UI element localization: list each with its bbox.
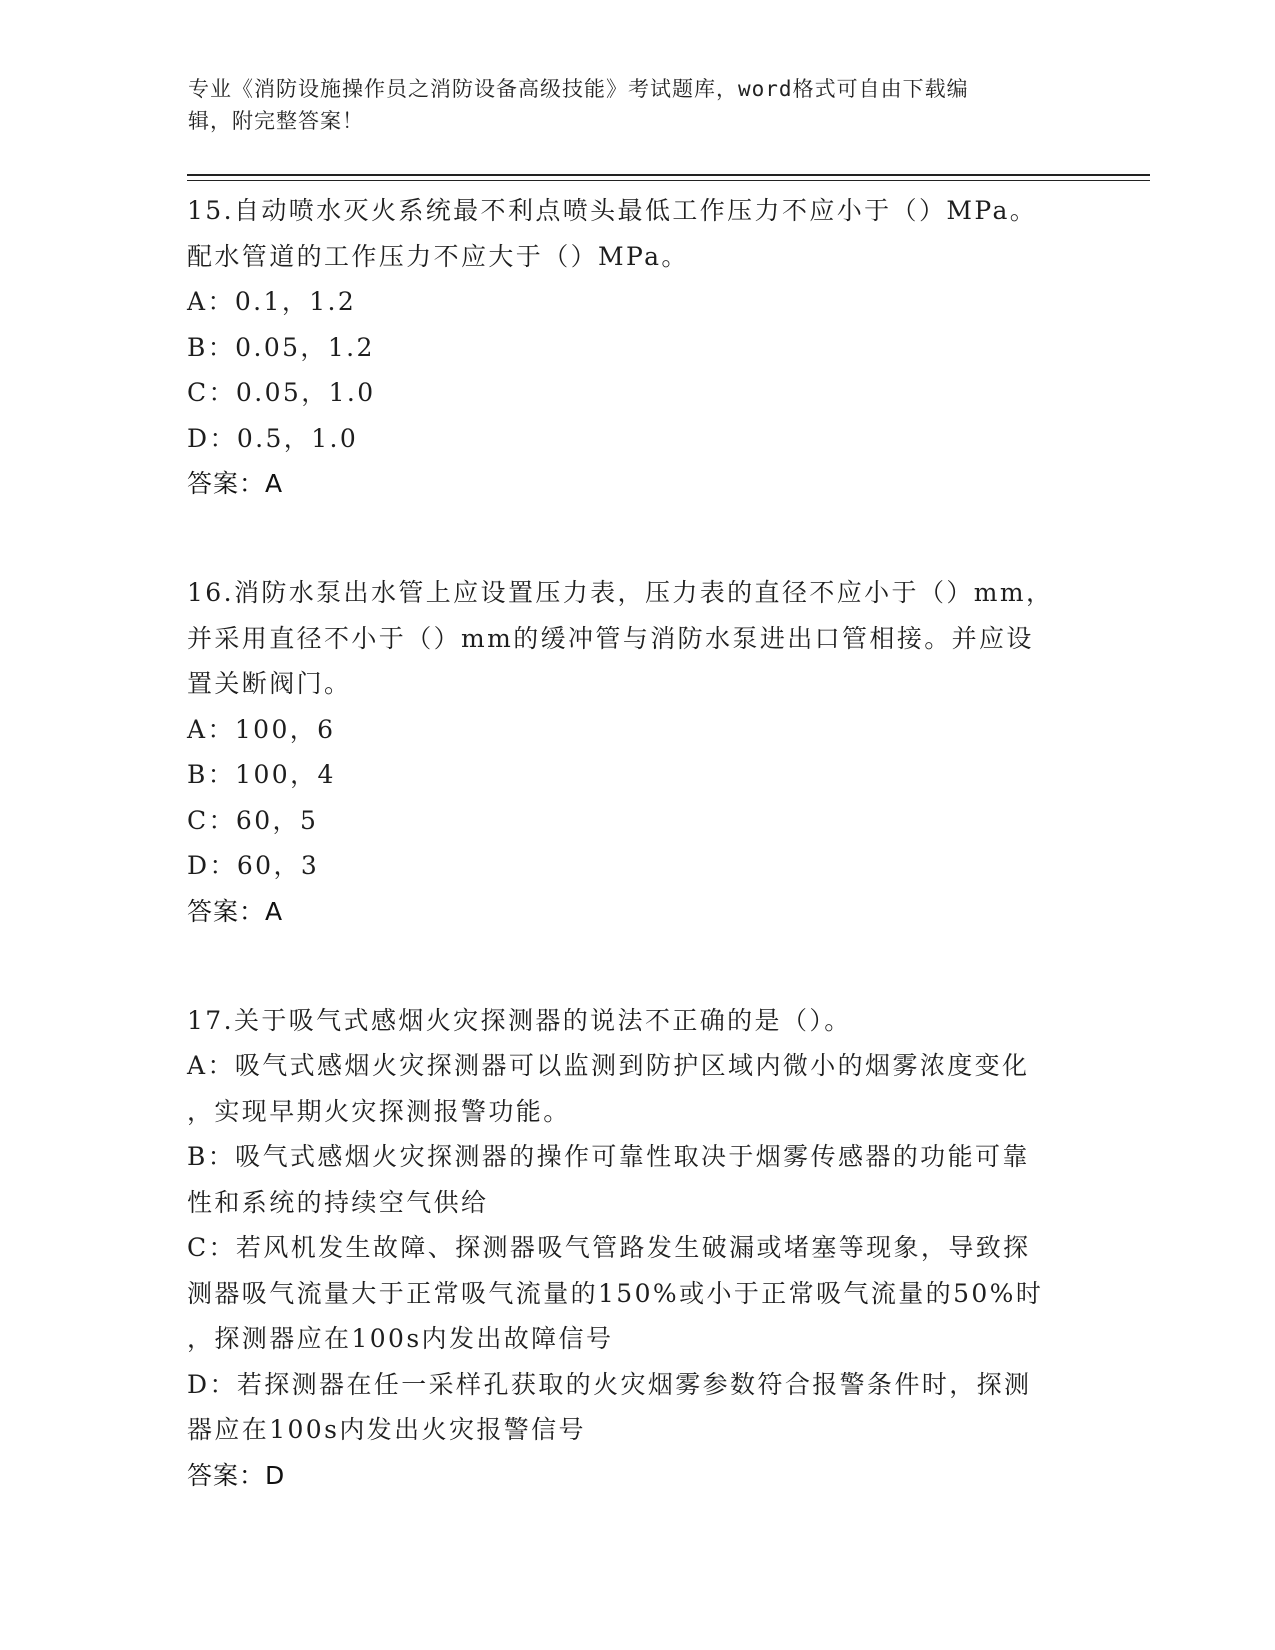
header-divider-top [187, 174, 1150, 176]
answer: 答案：D [187, 1460, 286, 1490]
option-b [187, 1134, 1087, 1225]
option-c-line: 测器吸气流量大于正常吸气流量的150%或小于正常吸气流量的50%时 [187, 1278, 1044, 1308]
header-divider-bottom [187, 180, 1150, 181]
header-line-2: 辑，附完整答案！ [188, 109, 364, 133]
answer: 答案：A [187, 469, 284, 498]
question-stem [187, 188, 1067, 279]
question-stem [187, 998, 1067, 1044]
option-d [187, 1362, 1087, 1453]
question-spacer [187, 934, 1087, 998]
option-c-line: ，探测器应在100s内发出故障信号 [187, 1324, 614, 1353]
option-a: A：100，6 [187, 714, 336, 744]
option-d-line: D：若探测器在任一采样孔获取的火灾烟雾参数符合报警条件时，探测 [187, 1369, 1032, 1399]
document-header [188, 73, 1068, 137]
stem-line: 并采用直径不小于（）mm的缓冲管与消防水泵进出口管相接。并应设 [187, 623, 1034, 653]
option-c [187, 1225, 1087, 1362]
option-d: D：0.5，1.0 [187, 423, 359, 453]
option-a-line: ，实现早期火灾探测报警功能。 [187, 1096, 571, 1126]
option-c: C：60，5 [187, 805, 319, 835]
option-b-line: 性和系统的持续空气供给 [187, 1187, 489, 1217]
option-b: B：0.05，1.2 [187, 332, 375, 362]
option-d-line: 器应在100s内发出火灾报警信号 [187, 1415, 586, 1444]
question-spacer [187, 506, 1087, 570]
option-b-line: B：吸气式感烟火灾探测器的操作可靠性取决于烟雾传感器的功能可靠 [187, 1142, 1030, 1171]
option-d: D：60，3 [187, 851, 320, 880]
stem-line: 17.关于吸气式感烟火灾探测器的说法不正确的是（）。 [187, 1005, 852, 1035]
option-a-line: A：吸气式感烟火灾探测器可以监测到防护区域内微小的烟雾浓度变化 [187, 1051, 1030, 1080]
option-c-line: C：若风机发生故障、探测器吸气管路发生破漏或堵塞等现象，导致探 [187, 1233, 1031, 1262]
question-16 [187, 570, 1087, 934]
question-15 [187, 188, 1087, 506]
option-a [187, 1043, 1087, 1134]
option-b: B：100，4 [187, 760, 336, 789]
option-c: C：0.05，1.0 [187, 378, 376, 407]
stem-line: 配水管道的工作压力不应大于（）MPa。 [187, 241, 689, 271]
stem-line: 15.自动喷水灭火系统最不利点喷头最低工作压力不应小于（）MPa。 [187, 196, 1038, 225]
question-stem [187, 570, 1067, 707]
question-list [187, 188, 1087, 1498]
stem-line: 16.消防水泵出水管上应设置压力表，压力表的直径不应小于（）mm， [187, 578, 1054, 607]
question-17 [187, 998, 1087, 1498]
stem-line: 置关断阀门。 [187, 669, 352, 698]
answer: 答案：A [187, 896, 284, 926]
option-a: A：0.1，1.2 [187, 287, 357, 316]
header-line-1: 专业《消防设施操作员之消防设备高级技能》考试题库，word格式可自由下载编 [188, 77, 969, 101]
